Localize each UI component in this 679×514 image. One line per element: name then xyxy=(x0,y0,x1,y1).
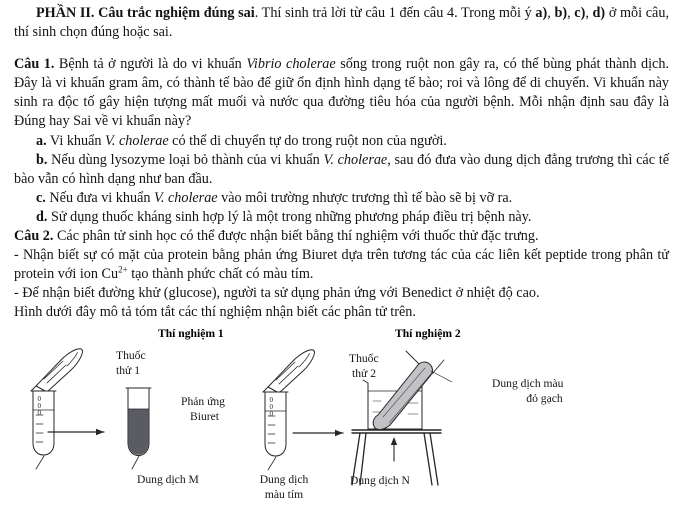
heat-arrow-icon xyxy=(391,437,397,461)
option-b-text-after: , sau đó đưa vào dung dịch đẳng trương thì các tế bào vẫn có hình dạng như ban đầu. xyxy=(14,152,669,188)
option-b-letter: b. xyxy=(36,152,48,168)
option-b-species: V. cholerae xyxy=(323,152,388,168)
option-b-text-before: Nếu dùng lysozyme loại bỏ thành của vi khuẩn xyxy=(47,152,324,168)
option-a-text-after: có thể di chuyển tự do trong ruột non của người. xyxy=(168,133,447,149)
option-d-text-before: Sử dụng thuốc kháng sinh hợp lý là một trong những phương pháp điều trị bệnh này. xyxy=(47,209,532,225)
purple-solution-label-line1: Dung dịch xyxy=(259,473,309,486)
option-c-letter: c. xyxy=(36,190,46,206)
option-d-letter: d. xyxy=(36,209,48,225)
question-1-option-a xyxy=(14,132,669,151)
section-heading-rest: . Thí sinh trả lời từ câu 1 đến câu 4. Trong mỗi ý xyxy=(254,5,536,21)
option-c-species: V. cholerae xyxy=(154,190,218,206)
question-2-number: Câu 2. xyxy=(14,228,54,244)
purple-solution-label-line2: màu tím xyxy=(264,488,304,501)
question-2-closing: Hình dưới đây mô tả tóm tắt các thí nghiệm nhận biết các phân tử trên. xyxy=(14,304,416,320)
experiment-figure xyxy=(0,325,679,514)
question-1-text-b: sống trong ruột non gây ra, có thể bùng phát thành dịch. Đây là vi khuẩn gram âm, có thành tế bào để giữ ổn định hình dạng tế bào; roi và lông để di chuyển. Vi khuẩn này sinh ra độc tố gây hiện tượng mất muối và nước qua đường tiêu hóa của người bệnh. Mỗi nhận định sau đây là Đúng hay Sai về vi khuẩn này? xyxy=(14,56,669,130)
option-a-species: V. cholerae xyxy=(105,133,169,149)
question-1-number: Câu 1. xyxy=(14,56,55,72)
reaction-name-line2: Biuret xyxy=(190,410,219,423)
reaction-arrow-2 xyxy=(293,430,343,437)
brick-red-solution-label-line1: Dung dịch màu xyxy=(492,377,564,390)
question-1-body xyxy=(14,55,669,131)
option-ref-c: c) xyxy=(574,5,586,21)
purple-solution-fill xyxy=(129,409,149,455)
question-2-bullet-2: - Để nhận biết đường khử (glucose), người ta sử dụng phản ứng với Benedict ở nhiệt độ cao. xyxy=(14,285,540,301)
reagent-1-label-line1: Thuốc xyxy=(116,349,146,362)
option-a-letter: a. xyxy=(36,133,47,149)
option-ref-a: a) xyxy=(535,5,548,21)
solution-m-label: Dung dịch M xyxy=(137,473,199,486)
question-2-intro xyxy=(14,227,669,246)
test-tube-solution-n xyxy=(263,392,288,470)
test-tube-purple-product xyxy=(126,388,151,469)
svg-text:0: 0 xyxy=(37,409,41,417)
svg-text:0: 0 xyxy=(37,402,41,410)
heading-sep-2: , xyxy=(567,5,575,21)
experiment-2-title: Thí nghiệm 2 xyxy=(395,327,461,340)
experiment-figure-drawing xyxy=(0,325,679,514)
dropper-icon-1 xyxy=(31,349,82,392)
svg-text:0: 0 xyxy=(37,395,41,403)
question-1-option-c xyxy=(14,189,669,208)
reaction-arrow-1 xyxy=(48,429,104,436)
svg-text:0: 0 xyxy=(269,403,273,411)
reagent-2-label-line2: thử 2 xyxy=(352,367,376,380)
option-ref-d: d) xyxy=(592,5,606,21)
option-c-text-after: vào môi trường nhược trương thì tế bào sẽ bị vỡ ra. xyxy=(217,190,513,206)
heading-tail: ở mỗi câu, thí sinh chọn đúng hoặc sai. xyxy=(14,5,669,41)
option-ref-b: b) xyxy=(554,5,568,21)
question-2-bullet-1 xyxy=(14,246,669,284)
option-a-text-before: Vi khuẩn xyxy=(46,133,106,149)
brick-red-solution-label-line2: đỏ gạch xyxy=(526,392,563,405)
section-heading-bold: PHẦN II. Câu trắc nghiệm đúng sai xyxy=(36,5,255,21)
heading-sep-3: , xyxy=(585,5,593,21)
species-name-full: Vibrio cholerae xyxy=(246,56,336,72)
question-1-text-a: Bệnh tả ở người là do vi khuẩn xyxy=(54,56,247,72)
dropper-icon-2 xyxy=(263,350,314,393)
svg-text:0: 0 xyxy=(269,396,273,404)
svg-text:0: 0 xyxy=(269,410,273,418)
bullet-1-text-b: tạo thành phức chất có màu tím. xyxy=(127,266,314,283)
question-1-option-b xyxy=(14,151,669,189)
section-heading xyxy=(14,4,669,42)
question-1-option-d xyxy=(14,208,669,227)
reagent-1-label-line2: thử 1 xyxy=(116,364,140,377)
solution-n-label: Dung dịch N xyxy=(350,474,410,487)
copper-ion-charge: 2+ xyxy=(118,264,128,275)
reagent-2-label-line1: Thuốc xyxy=(349,352,379,365)
option-c-text-before: Nếu đưa vi khuẩn xyxy=(45,190,155,206)
test-tube-solution-m xyxy=(31,391,56,469)
experiment-1-title: Thí nghiệm 1 xyxy=(158,327,224,340)
heading-sep-1: , xyxy=(547,5,555,21)
question-2-intro-text: Các phân tử sinh học có thể được nhận biết bằng thí nghiệm với thuốc thử đặc trưng. xyxy=(53,228,539,244)
reaction-name-line1: Phản ứng xyxy=(181,395,225,408)
bullet-1-text-a: - Nhận biết sự có mặt của protein bằng phản ứng Biuret dựa trên tương tác của các liên kết peptide trong phân tử protein với ion Cu xyxy=(14,247,669,283)
